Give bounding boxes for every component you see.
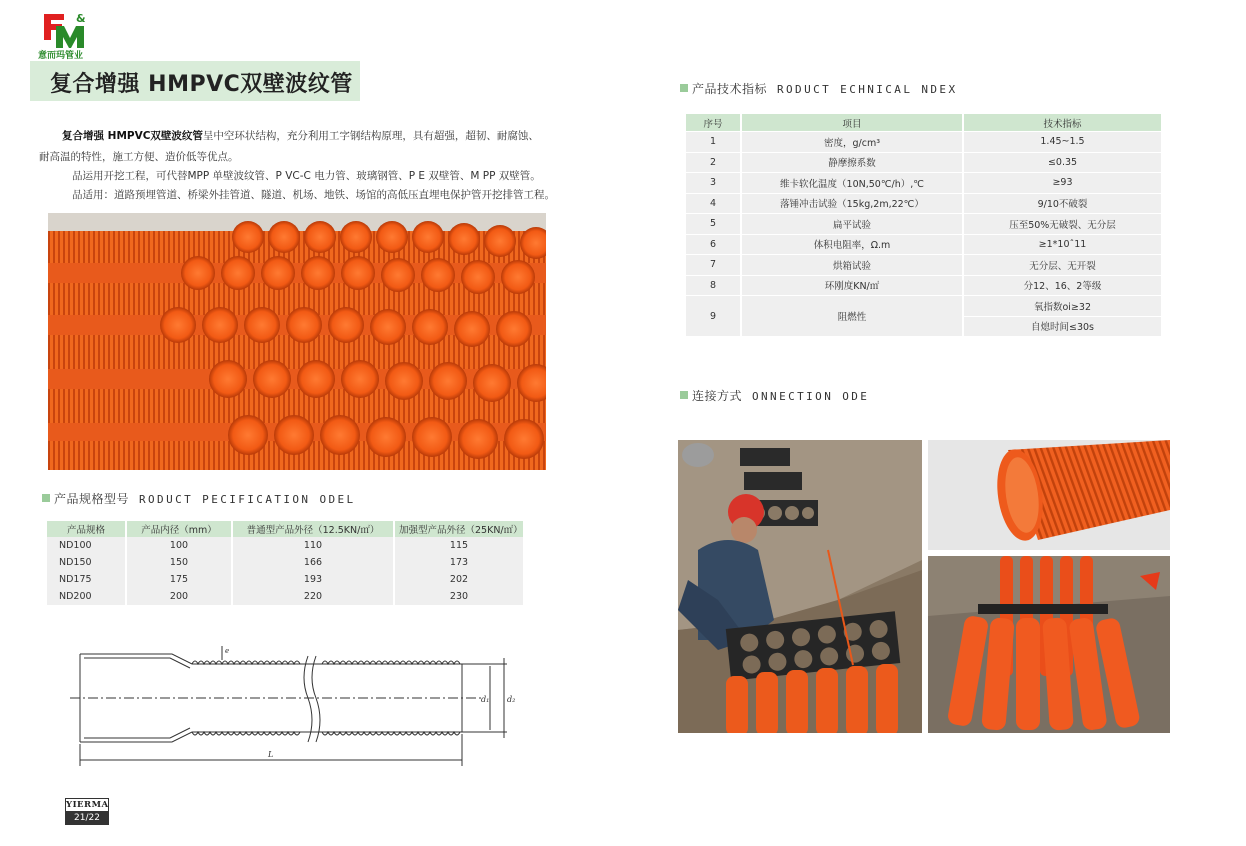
table-row (47, 588, 524, 605)
tech-cell: 3 (686, 173, 741, 194)
spec-table-header-row (47, 521, 524, 537)
table-row (686, 193, 1162, 214)
tech-heading-cn: 产品技术指标 (692, 82, 768, 96)
spec-cell: 115 (394, 537, 524, 554)
tech-cell: 8 (686, 275, 741, 296)
diagram-label-d2: d₂ (507, 695, 516, 704)
tech-header-cell: 技术指标 (963, 114, 1162, 132)
intro-lead-bold: 复合增强 HMPVC双壁波纹管 (62, 130, 203, 142)
intro-line-3: 品运用开挖工程，可代替MPP 单壁波纹管、P VC-C 电力管、玻璃钢管、P E 双壁管、M PP 双壁管。 (72, 170, 541, 182)
spec-cell: 193 (232, 571, 394, 588)
diagram-label-l: L (268, 750, 274, 759)
page-title: 复合增强 HMPVC双壁波纹管 (50, 72, 353, 97)
connection-section-heading (680, 387, 869, 404)
spec-cell: 202 (394, 571, 524, 588)
tech-cell: 落锤冲击试验（15kg,2m,22℃） (741, 193, 963, 214)
spec-header-cell: 加强型产品外径（25KN/㎡） (394, 521, 524, 537)
tech-cell: 无分层、无开裂 (963, 255, 1162, 276)
spec-cell: 150 (126, 554, 232, 571)
spec-cell: 220 (232, 588, 394, 605)
intro-line-2: 耐高温的特性，施工方便、造价低等优点。 (39, 151, 239, 163)
pipe-end-photo (928, 440, 1170, 550)
spec-cell: 200 (126, 588, 232, 605)
diagram-label-d1: d₁ (481, 695, 490, 704)
tech-cell: 7 (686, 255, 741, 276)
footer-brand: YIERMA (66, 800, 109, 810)
tech-cell: 维卡软化温度（10N,50℃/h）,℃ (741, 173, 963, 194)
installation-photo (678, 440, 922, 733)
table-row (686, 234, 1162, 255)
table-row (686, 173, 1162, 194)
spec-cell: 166 (232, 554, 394, 571)
spec-cell: 100 (126, 537, 232, 554)
connection-heading-cn: 连接方式 (692, 389, 743, 403)
pipes-stack-photo (48, 213, 546, 470)
intro-lead-rest: 呈中空环状结构，充分利用工字钢结构原理，具有超强，超韧、耐腐蚀、 (202, 130, 539, 142)
spec-cell: 173 (394, 554, 524, 571)
intro-line-4: 品适用：道路预埋管道、桥梁外挂管道、隧道、机场、地铁、场馆的高低压直埋电保护管开挖排管工程。 (72, 189, 555, 201)
tech-cell: ≥1*10ˆ11 (963, 234, 1162, 255)
pipe-section-diagram (62, 642, 532, 770)
intro-line-1 (62, 130, 539, 143)
tech-cell: ≥93 (963, 173, 1162, 194)
tech-cell: 扁平试验 (741, 214, 963, 235)
spec-cell: ND100 (47, 537, 126, 554)
tech-cell: 1.45~1.5 (963, 132, 1162, 153)
tech-cell: 4 (686, 193, 741, 214)
tech-cell: 1 (686, 132, 741, 153)
page-number: 21/22 (65, 811, 109, 825)
tech-cell: 密度，g/cm³ (741, 132, 963, 153)
table-row (686, 214, 1162, 235)
spec-heading-cn: 产品规格型号 (54, 492, 130, 506)
svg-text:&: & (76, 12, 86, 25)
spec-cell: 230 (394, 588, 524, 605)
tech-cell: 6 (686, 234, 741, 255)
tech-cell: ≤0.35 (963, 152, 1162, 173)
tech-cell: 9/10不破裂 (963, 193, 1162, 214)
table-row (686, 275, 1162, 296)
table-row (686, 132, 1162, 153)
spec-cell: ND150 (47, 554, 126, 571)
table-row (47, 554, 524, 571)
tech-section-heading (680, 80, 957, 97)
connection-heading-en: ONNECTION ODE (752, 390, 870, 403)
spec-cell: 110 (232, 537, 394, 554)
tech-table (686, 114, 1163, 336)
spec-header-cell: 普通型产品外径（12.5KN/㎡） (232, 521, 394, 537)
spec-cell: ND175 (47, 571, 126, 588)
spec-table (47, 521, 525, 605)
spec-header-cell: 产品内径（mm） (126, 521, 232, 537)
section-marker-icon (42, 494, 50, 502)
tech-cell: 氧指数oi≥32 (963, 296, 1162, 317)
table-row (47, 571, 524, 588)
tech-heading-en: RODUCT ECHNICAL NDEX (777, 83, 958, 96)
spec-cell: ND200 (47, 588, 126, 605)
spec-heading-en: RODUCT PECIFICATION ODEL (139, 493, 356, 506)
tech-cell: 自熄时间≤30s (963, 316, 1162, 336)
table-row (686, 255, 1162, 276)
tech-cell: 环刚度KN/㎡ (741, 275, 963, 296)
spec-section-heading (42, 490, 356, 507)
tech-header-cell: 项目 (741, 114, 963, 132)
table-row (47, 537, 524, 554)
table-row (686, 152, 1162, 173)
tech-cell: 烘箱试验 (741, 255, 963, 276)
logo-caption: 意而玛管业 (38, 51, 84, 61)
spec-cell: 175 (126, 571, 232, 588)
table-row (686, 296, 1162, 317)
tech-cell: 5 (686, 214, 741, 235)
tech-cell: 静摩擦系数 (741, 152, 963, 173)
tech-table-header-row (686, 114, 1162, 132)
tech-cell: 压至50%无破裂、无分层 (963, 214, 1162, 235)
tech-cell: 分12、16、2等级 (963, 275, 1162, 296)
tech-cell: 阻燃性 (741, 296, 963, 337)
tech-cell: 9 (686, 296, 741, 337)
tech-cell: 2 (686, 152, 741, 173)
section-marker-icon (680, 84, 688, 92)
tech-header-cell: 序号 (686, 114, 741, 132)
diagram-label-e: e (225, 647, 230, 655)
section-marker-icon (680, 391, 688, 399)
spec-header-cell: 产品规格 (47, 521, 126, 537)
spacer-pipes-photo (928, 556, 1170, 733)
tech-cell: 体积电阻率，Ω.m (741, 234, 963, 255)
